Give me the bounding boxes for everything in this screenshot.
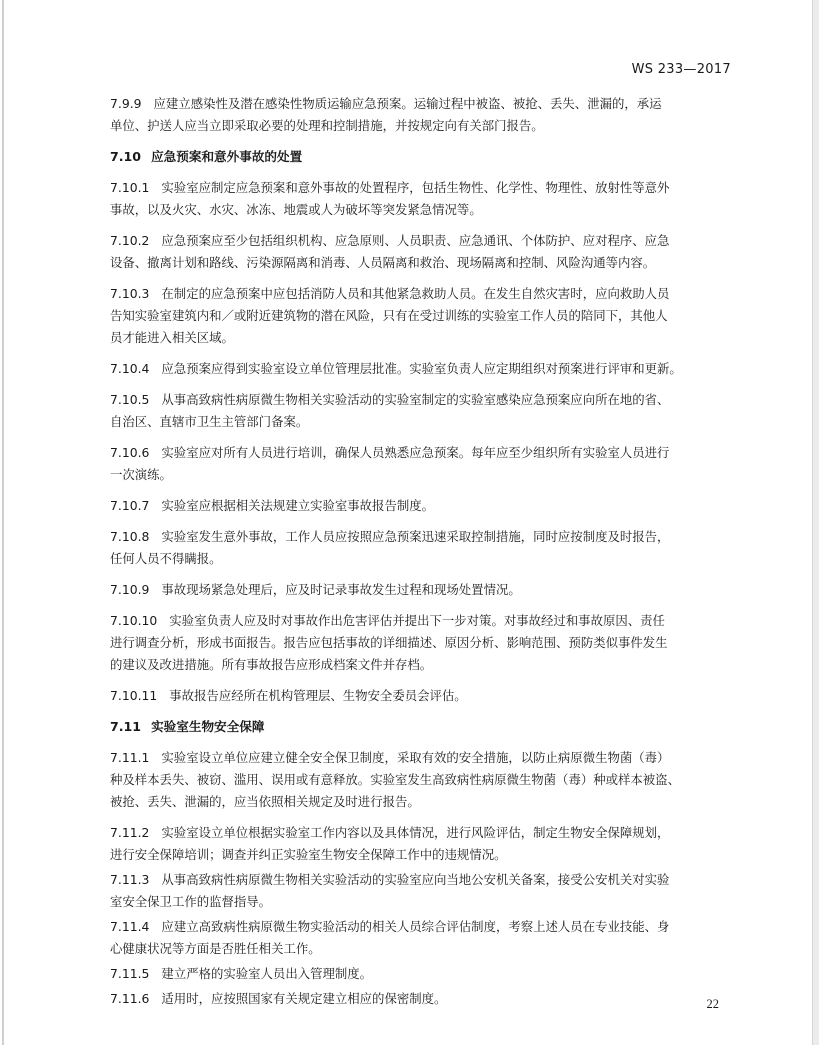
clause-text: 进行调查分析，形成书面报告。报告应包括事故的详细描述、原因分析、影响范围、预防类似事件发生 — [110, 635, 668, 650]
clause-text: 应建立高致病性病原微生物实验活动的相关人员综合评估制度，考察上述人员在专业技能、身 — [161, 919, 670, 934]
clause-text: 实验室负责人应及时对事故作出危害评估并提出下一步对策。对事故经过和事故原因、责任 — [169, 613, 665, 628]
clause-number: 7.11.6 — [110, 991, 150, 1006]
page-right-edge — [812, 0, 819, 1045]
clause-number: 7.10.4 — [110, 361, 150, 376]
clause-number: 7.10.2 — [110, 233, 150, 248]
clause-7-10-8 — [110, 526, 735, 570]
clause-text: 室安全保卫工作的监督指导。 — [110, 894, 272, 909]
clause-text: 实验室应制定应急预案和意外事故的处置程序，包括生物性、化学性、物理性、放射性等意外 — [161, 180, 670, 195]
clause-7-10-2 — [110, 230, 735, 274]
clause-7-10-6 — [110, 442, 735, 486]
document-code: WS 233—2017 — [631, 62, 731, 77]
clause-7-10-11 — [110, 685, 735, 707]
clause-7-11-6 — [110, 988, 735, 1010]
clause-text: 实验室设立单位应建立健全安全保卫制度，采取有效的安全措施，以防止病原微生物菌（毒） — [161, 750, 670, 765]
clause-text: 心健康状况等方面是否胜任相关工作。 — [110, 941, 321, 956]
clause-number: 7.10.11 — [110, 688, 158, 703]
clause-number: 7.9.9 — [110, 96, 142, 111]
clause-text: 事故报告应经所在机构管理层、生物安全委员会评估。 — [169, 688, 467, 703]
clause-text: 从事高致病性病原微生物相关实验活动的实验室制定的实验室感染应急预案应向所在地的省、 — [161, 392, 670, 407]
clause-7-11-5 — [110, 963, 735, 985]
clause-text: 被抢、丢失、泄漏的，应当依照相关规定及时进行报告。 — [110, 794, 420, 809]
section-heading-7-10 — [110, 146, 735, 168]
clause-text: 建立严格的实验室人员出入管理制度。 — [161, 966, 373, 981]
clause-number: 7.11.1 — [110, 750, 150, 765]
document-body — [110, 93, 735, 1013]
section-title: 应急预案和意外事故的处置 — [151, 149, 303, 164]
clause-text: 应建立感染性及潜在感染性物质运输应急预案。运输过程中被盗、被抢、丢失、泄漏的，承运 — [153, 96, 662, 111]
section-heading-7-11 — [110, 716, 735, 738]
clause-7-11-4 — [110, 916, 735, 960]
clause-7-10-5 — [110, 389, 735, 433]
clause-number: 7.11.3 — [110, 872, 150, 887]
clause-number: 7.11.2 — [110, 825, 150, 840]
clause-text: 实验室应根据相关法规建立实验室事故报告制度。 — [161, 498, 435, 513]
clause-text: 适用时，应按照国家有关规定建立相应的保密制度。 — [161, 991, 447, 1006]
clause-7-10-7 — [110, 495, 735, 517]
clause-number: 7.10.3 — [110, 286, 150, 301]
clause-text: 应急预案应得到实验室设立单位管理层批准。实验室负责人应定期组织对预案进行评审和更新。 — [161, 361, 682, 376]
clause-text: 进行安全保障培训；调查并纠正实验室生物安全保障工作中的违规情况。 — [110, 847, 507, 862]
clause-text: 在制定的应急预案中应包括消防人员和其他紧急救助人员。在发生自然灾害时，应向救助人员 — [161, 286, 670, 301]
clause-text: 种及样本丢失、被窃、滥用、误用或有意释放。实验室发生高致病性病原微生物菌（毒）种或样本被盗、 — [110, 772, 680, 787]
clause-text: 应急预案应至少包括组织机构、应急原则、人员职责、应急通讯、个体防护、应对程序、应急 — [161, 233, 670, 248]
clause-text: 任何人员不得瞒报。 — [110, 551, 222, 566]
clause-number: 7.10.7 — [110, 498, 150, 513]
page-number: 22 — [706, 997, 719, 1011]
clause-text: 实验室设立单位根据实验室工作内容以及具体情况，进行风险评估，制定生物安全保障规划， — [161, 825, 670, 840]
clause-number: 7.10.5 — [110, 392, 150, 407]
clause-number: 7.10.9 — [110, 582, 150, 597]
clause-7-10-1 — [110, 177, 735, 221]
clause-7-10-3 — [110, 283, 735, 349]
clause-text: 设备、撤离计划和路线、污染源隔离和消毒、人员隔离和救治、现场隔离和控制、风险沟通等内容。 — [110, 255, 656, 270]
clause-text: 实验室发生意外事故，工作人员应按照应急预案迅速采取控制措施，同时应按制度及时报告， — [161, 529, 670, 544]
clause-7-10-10 — [110, 610, 735, 676]
clause-number: 7.10.10 — [110, 613, 158, 628]
clause-7-10-9 — [110, 579, 735, 601]
clause-text: 从事高致病性病原微生物相关实验活动的实验室应向当地公安机关备案，接受公安机关对实验 — [161, 872, 670, 887]
clause-number: 7.11.5 — [110, 966, 150, 981]
clause-7-11-2 — [110, 822, 735, 866]
clause-text: 员才能进入相关区域。 — [110, 330, 234, 345]
clause-7-10-4 — [110, 358, 735, 380]
clause-text: 的建议及改进措施。所有事故报告应形成档案文件并存档。 — [110, 657, 433, 672]
clause-text: 事故，以及火灾、水灾、冰冻、地震或人为破坏等突发紧急情况等。 — [110, 202, 482, 217]
clause-text: 单位、护送人应当立即采取必要的处理和控制措施，并按规定向有关部门报告。 — [110, 118, 544, 133]
clause-text: 事故现场紧急处理后，应及时记录事故发生过程和现场处置情况。 — [161, 582, 521, 597]
clause-number: 7.11.4 — [110, 919, 150, 934]
clause-text: 实验室应对所有人员进行培训，确保人员熟悉应急预案。每年应至少组织所有实验室人员进行 — [161, 445, 670, 460]
section-number: 7.10 — [110, 149, 142, 164]
clause-number: 7.10.8 — [110, 529, 150, 544]
clause-7-11-3 — [110, 869, 735, 913]
clause-text: 告知实验室建筑内和／或附近建筑物的潜在风险，只有在受过训练的实验室工作人员的陪同下，其他人 — [110, 308, 668, 323]
clause-number: 7.10.1 — [110, 180, 150, 195]
clause-7-9-9 — [110, 93, 735, 137]
clause-text: 自治区、直辖市卫生主管部门备案。 — [110, 414, 309, 429]
clause-number: 7.10.6 — [110, 445, 150, 460]
clause-7-11-1 — [110, 747, 735, 813]
section-title: 实验室生物安全保障 — [151, 719, 265, 734]
page-left-edge — [2, 0, 4, 1045]
clause-text: 一次演练。 — [110, 467, 172, 482]
section-number: 7.11 — [110, 719, 142, 734]
